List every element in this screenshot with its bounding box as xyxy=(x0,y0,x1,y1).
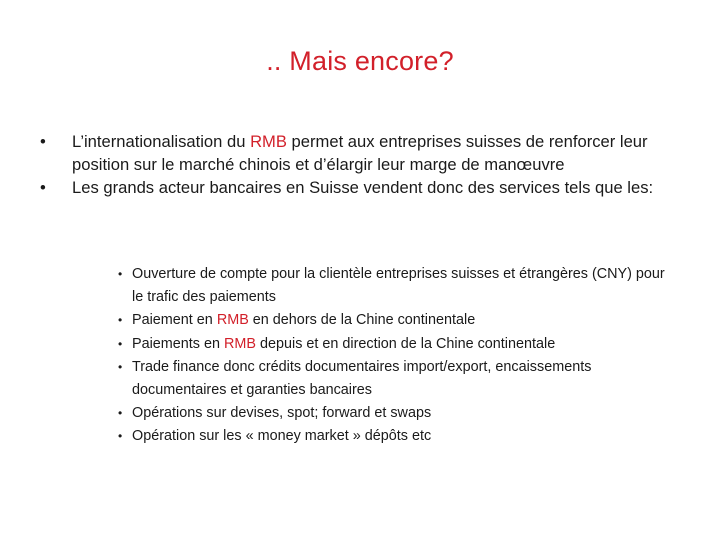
bullet-text: Les grands acteur bancaires en Suisse vendent donc des services tels que les: xyxy=(72,178,654,197)
bullet-icon: • xyxy=(118,359,123,374)
bullet-text: L’internationalisation du xyxy=(72,132,251,151)
bullet-icon: • xyxy=(118,267,123,281)
highlighted-term: RMB xyxy=(216,312,249,329)
highlighted-term: RMB xyxy=(224,335,256,352)
main-bullet-item xyxy=(40,176,690,199)
sub-bullet-item xyxy=(118,425,678,448)
sub-bullet-item xyxy=(118,402,678,425)
bullet-text: Paiement en xyxy=(132,312,217,329)
main-bullet-list xyxy=(40,130,690,199)
bullet-text: Trade finance donc crédits documentaires import/export, encaissements documentaires et garanties bancaires xyxy=(132,358,592,399)
bullet-text: en dehors de la Chine continentale xyxy=(248,312,476,329)
bullet-icon: • xyxy=(118,406,123,421)
sub-bullet-item xyxy=(118,263,678,309)
sub-bullet-item xyxy=(118,309,678,332)
sub-bullet-item xyxy=(118,356,678,402)
slide-title: .. Mais encore? xyxy=(266,46,454,76)
bullet-text: Ouverture de compte pour la clientèle entreprises suisses et étrangères (CNY) pour le trafic des paiements xyxy=(132,266,665,306)
bullet-icon: • xyxy=(118,313,123,328)
bullet-text: permet aux entreprises suisses de renforcer leur position sur le marché chinois et d’élargir leur marge de manœuvre xyxy=(72,132,648,174)
sub-bullet-item xyxy=(118,333,678,356)
bullet-text: Opérations sur devises, spot; forward et swaps xyxy=(132,405,432,422)
sub-bullet-list xyxy=(118,263,678,449)
bullet-icon: • xyxy=(40,132,46,151)
main-bullet-item xyxy=(40,130,690,176)
bullet-text: Paiements en xyxy=(132,335,224,352)
bullet-icon: • xyxy=(118,336,123,351)
highlighted-term: RMB xyxy=(250,132,287,151)
bullet-icon: • xyxy=(40,178,46,197)
bullet-text: depuis et en direction de la Chine continentale xyxy=(255,335,556,352)
bullet-icon: • xyxy=(118,429,123,444)
bullet-text: Opération sur les « money market » dépôts etc xyxy=(132,428,432,445)
